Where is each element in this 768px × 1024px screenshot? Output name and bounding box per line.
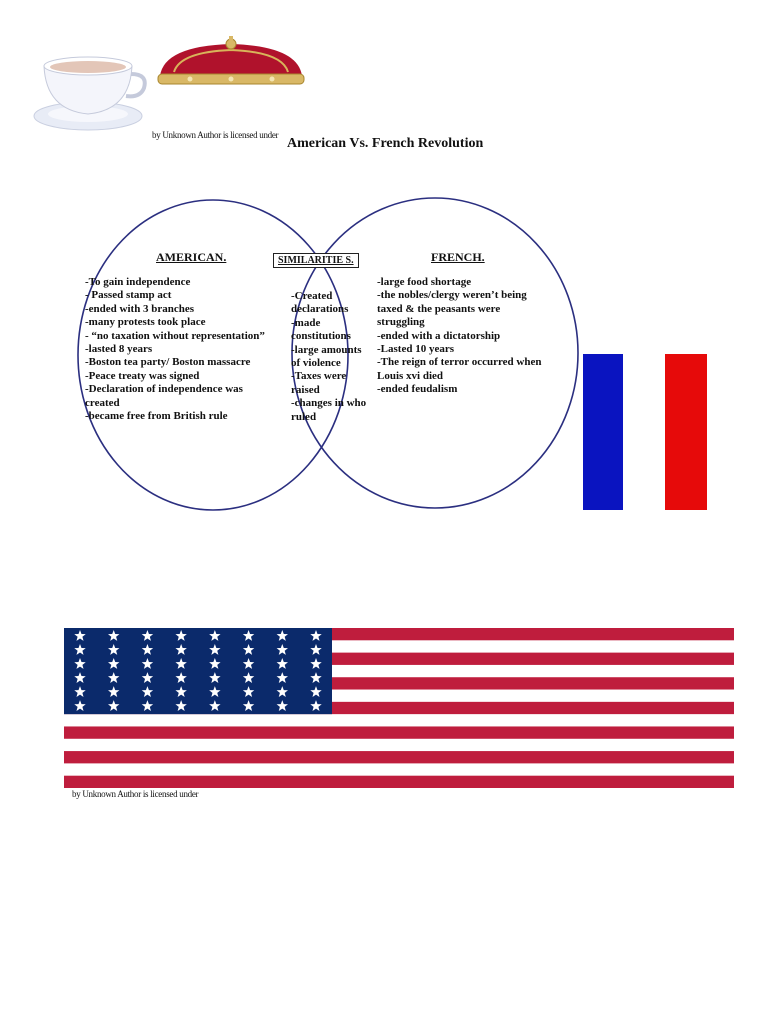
french-list: [377, 276, 542, 397]
list-item: -Taxes were raised: [291, 370, 347, 396]
list-item: -Peace treaty was signed: [85, 369, 200, 382]
american-list: [85, 276, 280, 423]
american-heading: AMERICAN.: [156, 250, 227, 264]
list-item: -Boston tea party/ Boston massacre: [85, 356, 251, 369]
list-item: -Created declarations: [291, 290, 349, 316]
list-item: -large food shortage: [377, 276, 472, 288]
page-title: American Vs. French Revolution: [287, 136, 484, 151]
french-flag-image: [583, 354, 707, 510]
list-item: -large amounts of violence: [291, 343, 362, 370]
list-item: -many protests took place: [85, 316, 206, 329]
teacup-image: [30, 48, 148, 134]
list-item: - “no taxation without representation”: [85, 329, 265, 342]
image-credit-top: by Unknown Author is licensed under: [152, 130, 279, 140]
list-item: -The reign of terror occurred when Louis xvi died: [377, 356, 542, 382]
list-item: -changes in who ruled: [291, 397, 367, 423]
crown-image: [150, 36, 312, 90]
list-item: -ended feudalism: [377, 383, 458, 396]
french-heading: FRENCH.: [431, 250, 485, 264]
list-item: -ended with 3 branches: [85, 302, 195, 315]
image-credit-bottom: by Unknown Author is licensed under: [72, 789, 199, 799]
list-item: -made constitutions: [291, 316, 351, 343]
list-item: -ended with a dictatorship: [377, 329, 501, 342]
similarities-list: [291, 290, 369, 424]
american-flag-image: [64, 628, 734, 788]
list-item: - Passed stamp act: [85, 289, 172, 302]
list-item: -To gain independence: [85, 276, 191, 288]
list-item: -the nobles/clergy weren’t being taxed & the peasants were struggling: [377, 289, 527, 329]
list-item: -lasted 8 years: [85, 343, 153, 356]
list-item: -became free from British rule: [85, 410, 228, 423]
similarities-heading: SIMILARITIE S.: [273, 253, 359, 268]
list-item: -Lasted 10 years: [377, 343, 454, 356]
list-item: -Declaration of independence was created: [85, 383, 243, 409]
